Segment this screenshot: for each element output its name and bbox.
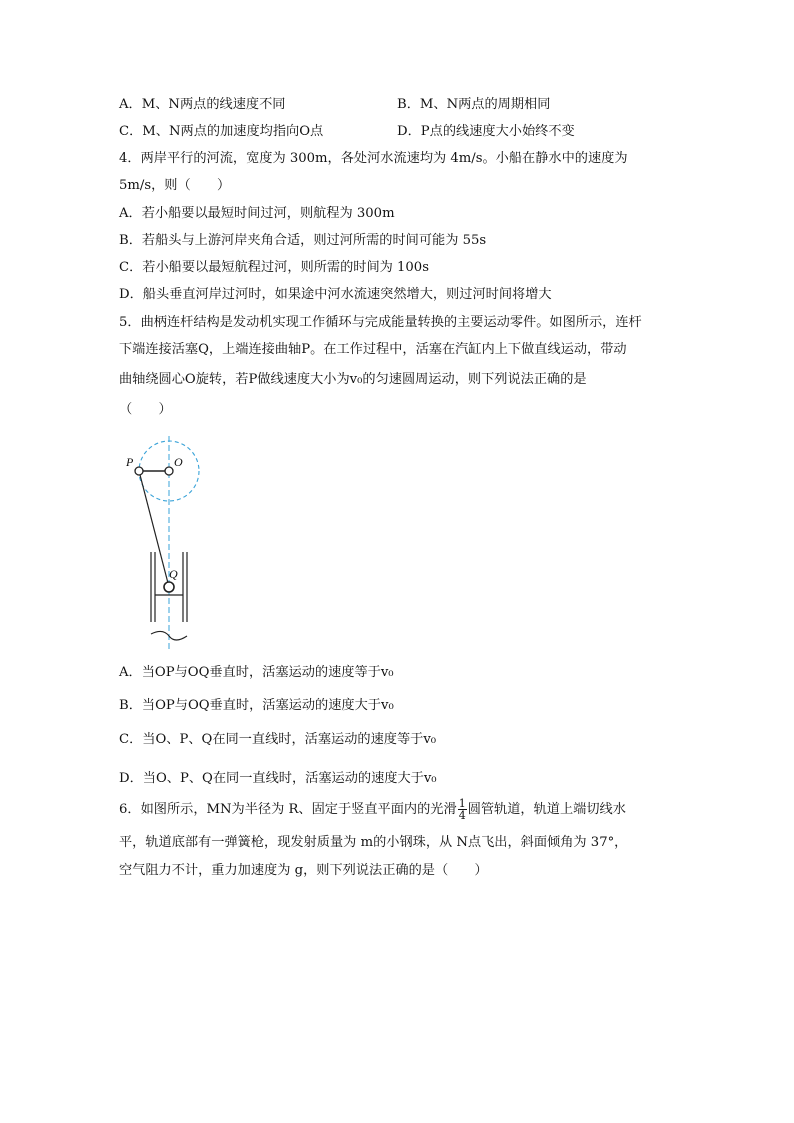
label-o: O	[174, 455, 183, 469]
quarter-fraction	[458, 798, 467, 821]
crank-rod-figure	[118, 432, 218, 654]
q5-option-c: C．当O、P、Q在同一直线时，活塞运动的速度等于v₀	[119, 732, 437, 747]
q4-option-c: C．若小船要以最短航程过河，则所需的时间为 100s	[119, 260, 429, 275]
q4-option-d: D．船头垂直河岸过河时，如果途中河水流速突然增大，则过河时间将增大	[119, 287, 552, 302]
q6-stem-line3: 空气阻力不计，重力加速度为 g，则下列说法正确的是（ ）	[119, 863, 488, 878]
q6-stem-line1-a: 6．如图所示，MN为半径为 R、固定于竖直平面内的光滑	[119, 802, 457, 817]
q3-option-d: D．P点的线速度大小始终不变	[397, 124, 575, 139]
q5-option-b: B．当OP与OQ垂直时，活塞运动的速度大于v₀	[119, 698, 394, 713]
q4-stem-line2: 5m/s，则（ ）	[119, 178, 231, 193]
q6-stem-line1-b: 圆管轨道，轨道上端切线水	[467, 802, 626, 817]
q3-option-a: A．M、N两点的线速度不同	[119, 97, 286, 112]
q5-stem-line3: 曲轴绕圆心O旋转，若P做线速度大小为v₀的匀速圆周运动，则下列说法正确的是	[119, 372, 587, 387]
q5-option-a: A．当OP与OQ垂直时，活塞运动的速度等于v₀	[119, 665, 394, 680]
connecting-rod-pq	[139, 471, 169, 587]
q4-option-a: A．若小船要以最短时间过河，则航程为 300m	[119, 206, 395, 221]
point-o	[165, 467, 173, 475]
point-p	[135, 467, 143, 475]
label-q: Q	[169, 567, 178, 581]
q5-option-d: D．当O、P、Q在同一直线时，活塞运动的速度大于v₀	[119, 771, 437, 786]
label-p: P	[126, 455, 134, 469]
q3-option-b: B．M、N两点的周期相同	[397, 97, 551, 112]
point-q	[164, 582, 174, 592]
q4-option-b: B．若船头与上游河岸夹角合适，则过河所需的时间可能为 55s	[119, 233, 487, 248]
q6-stem-line2: 平，轨道底部有一弹簧枪，现发射质量为 m的小钢珠，从 N点飞出，斜面倾角为 37°，	[119, 835, 628, 850]
q4-stem-line1: 4．两岸平行的河流，宽度为 300m，各处河水流速均为 4m/s。小船在静水中的速度为	[119, 151, 628, 166]
q5-stem-line4: （ ）	[119, 402, 172, 417]
q6-stem-line1	[119, 798, 626, 821]
q5-stem-line1: 5．曲柄连杆结构是发动机实现工作循环与完成能量转换的主要运动零件。如图所示，连杆	[119, 315, 642, 330]
fraction-denominator: 4	[458, 809, 466, 822]
fraction-numerator: 1	[458, 797, 466, 810]
q3-option-c: C．M、N两点的加速度均指向O点	[119, 124, 324, 139]
q5-stem-line2: 下端连接活塞Q，上端连接曲轴P。在工作过程中，活塞在汽缸内上下做直线运动，带动	[119, 342, 627, 357]
